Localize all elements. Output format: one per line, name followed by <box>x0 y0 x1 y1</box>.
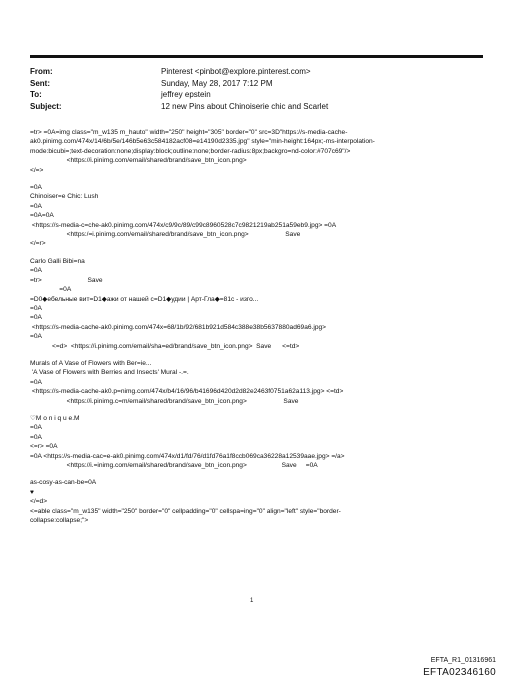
sent-value: Sunday, May 28, 2017 7:12 PM <box>161 78 273 88</box>
body-line: Carlo Galli Bibi=na <box>30 257 85 265</box>
subject-label: Subject: <box>30 101 62 111</box>
body-line: =0A <box>30 433 42 441</box>
blank-line <box>30 406 482 414</box>
body-line: Murals of A Vase of Flowers with Ber=ie... <box>30 359 152 367</box>
body-line: =0A <box>30 267 42 275</box>
blank-line <box>30 249 482 257</box>
body-line: <https://s-media-cache-ak0.p=nimg.com/474x/b4/16/96/b41696d420d2d82e2463f0751a62a113.jpg> <=td> <box>30 388 344 396</box>
blank-line <box>30 470 482 478</box>
body-line: <=d> <https://i.pinimg.com/email/sha=ed/brand/save_btn_icon.png> Save <=td> <box>30 342 300 350</box>
sent-label: Sent: <box>30 78 50 88</box>
body-line: =0A <box>30 378 42 386</box>
body-line: ak0.pinimg.com/474x/14/6b/5e/146b5e63c584182acf08=e14190d2335.jpg" style="min-height:164px;-ms-interpolation- <box>30 138 375 146</box>
body-line: =0A <box>30 314 42 322</box>
body-line: 'A Vase of Flowers with Berries and Insects' Mural -.=. <box>30 369 189 377</box>
body-line: collapse:collapse;"> <box>30 517 89 525</box>
subject-row <box>30 101 480 113</box>
body-line: =0A=0A <box>30 212 54 220</box>
subject-value: 12 new Pins about Chinoiserie chic and Scarlet <box>161 101 329 111</box>
body-line: <https://s-media-cache-ak0.pinimg.com/474x=68/1b/92/681b921d584c388e38b5637880ad69a6.jpg> <box>30 323 327 331</box>
body-line: <=able class="m_w135" width="250" border="0" cellpadding="0" cellspa=ing="0" align="left" style="border- <box>30 507 341 515</box>
to-label: To: <box>30 90 42 99</box>
sent-row <box>30 78 480 90</box>
body-line: <https://i.=inimg.com/email/shared/brand/save_btn_icon.png> Save =0A <box>30 462 318 469</box>
body-line: =tr> Save <box>30 276 103 284</box>
body-line: <=r> =0A <box>30 443 58 451</box>
body-line: =0A <https://s-media-cac=e-ak0.pinimg.com/474x/d1/fd/76/d1fd76a1f8ccb069ca36228a12539aae.jpg> =/a> <box>30 452 345 460</box>
footer-reference-1: EFTA_R1_01316961 <box>430 657 496 664</box>
to-row <box>30 89 480 101</box>
header-rule <box>30 55 483 58</box>
from-row <box>30 66 480 78</box>
body-line: <https:/=i.pinimg.com/email/shared/brand/save_btn_icon.png> Save <box>30 231 301 239</box>
body-line: <https://i.pinimg.c=m/email/shared/brand/save_btn_icon.png> Save <box>30 397 299 405</box>
blank-line <box>30 351 482 359</box>
body-line: =0A <box>30 286 72 294</box>
body-line: =0A <box>30 184 42 192</box>
body-line: =0A <box>30 333 42 341</box>
body-line: =0A <box>30 202 42 210</box>
page-number: 1 <box>250 598 254 604</box>
body-line: </=r> <box>30 240 46 248</box>
blank-line <box>30 175 482 183</box>
body-line: ♥ <box>30 488 34 496</box>
body-line: <https://s-media-c=che-ak0.pinimg.com/474x/c9/9c/89/c99c8960528c7c9821219ab251a59eb9.jpg> =0A <box>30 221 337 229</box>
body-line: Chinoiser=e Chic: Lush <box>30 193 99 201</box>
body-line: </=d> <box>30 498 48 506</box>
email-body <box>30 128 482 525</box>
body-line: =0A <box>30 304 42 312</box>
body-line: ♡M o n i q u e.M <box>30 414 80 422</box>
footer-reference-2: EFTA02346160 <box>423 667 496 678</box>
from-label: From: <box>30 67 53 76</box>
body-line: mode:bicubi=;text-decoration:none;display:block;outline:none;border-radius:8px;backgro=nd-color:#707c69"/> <box>30 147 351 155</box>
body-line: </=> <box>30 166 44 174</box>
body-line: =D0◆ебельные вит=D1◆ажи от нашей с=D1◆удии | Арт-Гла◆=81с - изго... <box>30 295 259 303</box>
to-value: jeffrey epstein <box>161 90 211 99</box>
body-line: <https://i.pinimg.com/email/shared/brand/save_btn_icon.png> <box>30 157 247 165</box>
body-line: as-cosy-as-can-be=0A <box>30 479 97 487</box>
email-header <box>30 66 480 112</box>
body-line: =0A <box>30 424 42 432</box>
body-line: =tr> =0A=img class="m_w135 m_hauto" width="250" height="305" border="0" src=3D"https://s-media-cache- <box>30 129 348 136</box>
from-value: Pinterest <pinbot@explore.pinterest.com> <box>161 67 311 76</box>
